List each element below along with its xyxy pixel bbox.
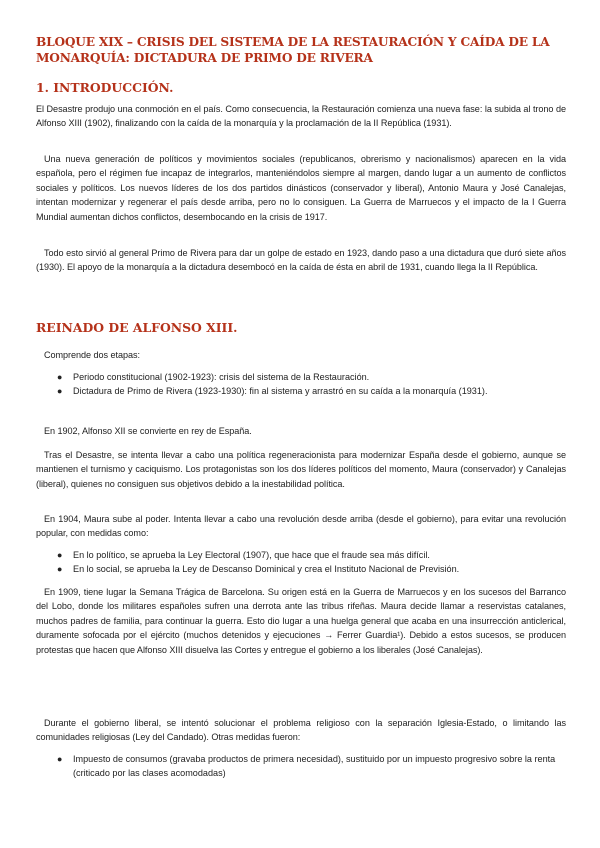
list-item bbox=[55, 548, 565, 562]
bullet-icon: ● bbox=[57, 550, 63, 560]
intro-paragraph-3: Todo esto sirvió al general Primo de Rivera para dar un golpe de estado en 1923, dando paso a una dictadura que duró siete años (1930). El apoyo de la monarquía a la dictadura desembocó en la caída de ésta en abril de 1931, cuando llega la II República. bbox=[36, 248, 566, 273]
list-item-text: Periodo constitucional (1902-1923): crisis del sistema de la Restauración. bbox=[73, 372, 370, 382]
paragraph-1909: En 1909, tiene lugar la Semana Trágica de Barcelona. Su origen está en la Guerra de Marruecos y en los sucesos del Barranco del Lobo, donde los militares españoles sufren una derrota ante las tribus rifeñas. Maura decide llamar a reservistas catalanes, muchos padres de familia, para continuar la guerra. Esto dio lugar a una huelga general que acaba en una insurrección anticlerical, duramente sofocada por el ejército (muchos detenidos y ejecuciones → Ferrer Guardia¹). Debido a estos sucesos, se producen protestas que hacen que Alfonso XIII disuelva las Cortes y entregue el gobierno a los liberales (José Canalejas). bbox=[36, 587, 566, 655]
list-item-text: Impuesto de consumos (gravaba productos de primera necesidad), sustituido por un impuesto progresivo sobre la renta (criticado por las clases acomodadas) bbox=[73, 754, 556, 779]
stages-intro: Comprende dos etapas: bbox=[44, 350, 141, 360]
bullet-icon: ● bbox=[57, 372, 63, 382]
bullet-icon: ● bbox=[57, 754, 63, 764]
paragraph-1902: En 1902, Alfonso XII se convierte en rey de España. bbox=[44, 426, 252, 436]
list-item bbox=[55, 370, 565, 384]
list-item bbox=[55, 384, 565, 398]
intro-paragraph-2: Una nueva generación de políticos y movimientos sociales (republicanos, obrerismo y nacionalismos) aparecen en la vida española, pero el régimen fue incapaz de integrarlos, manteniéndolos siempre al margen, dando lugar a un aumento de conflictos sociales y políticos. Los nuevos líderes de los dos partidos dinásticos (conservador y liberal), Antonio Maura y José Canalejas, intentan modernizar y regenerar el país desde arriba, pero no lo consiguen. La Guerra de Marruecos y el impacto de la I Guerra Mundial aumentan dichos conflictos, desembocando en la crisis de 1917. bbox=[36, 154, 566, 222]
section-heading-reinado: REINADO DE ALFONSO XIII. bbox=[36, 320, 238, 335]
list-item-text: En lo social, se aprueba la Ley de Descanso Dominical y crea el Instituto Nacional de Previsión. bbox=[73, 564, 460, 575]
document-title: BLOQUE XIX – CRISIS DEL SISTEMA DE LA RESTAURACIÓN Y CAÍDA DE LA MONARQUÍA: DICTADURA DE PRIMO DE RIVERA bbox=[36, 35, 550, 65]
section-heading-introduccion: 1. INTRODUCCIÓN. bbox=[36, 80, 174, 95]
bullet-icon: ● bbox=[57, 564, 63, 575]
paragraph-gobierno-liberal: Durante el gobierno liberal, se intentó solucionar el problema religioso con la separación Iglesia-Estado, o limitando las comunidades religiosas (Ley del Candado). Otras medidas fueron: bbox=[36, 718, 566, 743]
list-item bbox=[55, 752, 565, 781]
measures-list bbox=[55, 548, 565, 577]
paragraph-desastre: Tras el Desastre, se intenta llevar a cabo una política regeneracionista para modernizar España desde el gobierno, aunque se mantienen el turnismo y caciquismo. Los protagonistas son los dos líderes políticos del momento, Maura (conservador) y Canalejas (liberal), quienes no consiguen sus objetivos debido a la inestabilidad política. bbox=[36, 450, 566, 489]
liberal-measures-list bbox=[55, 752, 565, 781]
list-item-text: Dictadura de Primo de Rivera (1923-1930): fin al sistema y arrastró en su caída a la monarquía (1931). bbox=[73, 386, 488, 397]
stages-list bbox=[55, 370, 565, 399]
list-item-text: En lo político, se aprueba la Ley Electoral (1907), que hace que el fraude sea más difícil. bbox=[73, 550, 430, 560]
bullet-icon: ● bbox=[57, 386, 63, 397]
intro-paragraph-1: El Desastre produjo una conmoción en el país. Como consecuencia, la Restauración comienza una nueva fase: la subida al trono de Alfonso XIII (1902), finalizando con la caída de la monarquía y la proclamación de la II República (1931). bbox=[36, 104, 566, 129]
paragraph-1904: En 1904, Maura sube al poder. Intenta llevar a cabo una revolución desde arriba (desde el gobierno), para evitar una revolución popular, con medidas como: bbox=[36, 514, 566, 539]
list-item bbox=[55, 562, 565, 576]
